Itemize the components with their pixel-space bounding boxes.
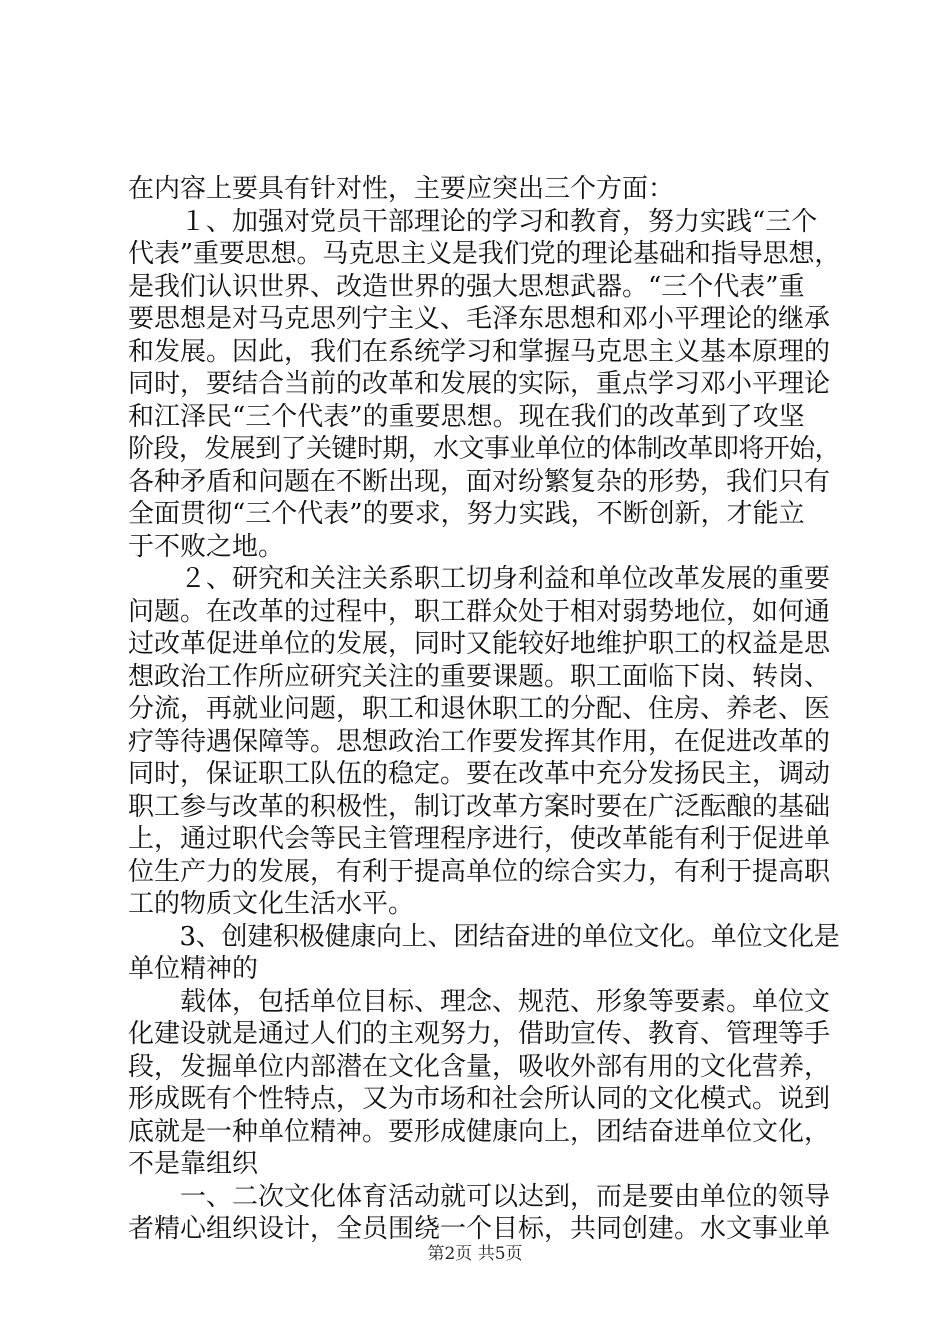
text-line: 者精心组织设计，全员围绕一个目标，共同创建。水文事业单 [128, 1214, 831, 1244]
text-line: 要思想是对马克思列宁主义、毛泽东思想和邓小平理论的继承 [128, 304, 831, 334]
text-line: 全面贯彻“三个代表”的要求，努力实践，不断创新，才能立 [128, 499, 805, 529]
text-line: 化建设就是通过人们的主观努力，借助宣传、教育、管理等手 [128, 1019, 831, 1049]
text-line: 3、创建积极健康向上、团结奋进的单位文化。单位文化是 [128, 921, 840, 952]
text-line: 代表”重要思想。马克思主义是我们党的理论基础和指导思想， [128, 239, 841, 269]
text-line: 位生产力的发展，有利于提高单位的综合实力，有利于提高职 [128, 856, 831, 887]
text-line: 分流，再就业问题，职工和退休职工的分配、住房、养老、医 [128, 694, 831, 724]
text-line: 和江泽民“三个代表”的重要思想。现在我们的改革到了攻坚 [128, 401, 805, 432]
text-line: 底就是一种单位精神。要形成健康向上，团结奋进单位文化， [128, 1116, 831, 1147]
text-line: 同时，保证职工队伍的稳定。要在改革中充分发扬民主，调动 [128, 759, 831, 789]
text-line: ２、研究和关注关系职工切身利益和单位改革发展的重要 [128, 564, 831, 594]
text-line: 于不败之地。 [128, 531, 285, 562]
text-line: 问题。在改革的过程中，职工群众处于相对弱势地位，如何通 [128, 596, 831, 627]
text-line: 各种矛盾和问题在不断出现，面对纷繁复杂的形势，我们只有 [128, 466, 831, 497]
text-line: 载体，包括单位目标、理念、规范、形象等要素。单位文 [128, 986, 831, 1017]
text-line: 单位精神的 [128, 954, 259, 984]
text-line: 不是靠组织 [128, 1149, 259, 1179]
page-number-footer: 第2页 共5页 [427, 1244, 523, 1264]
text-line: 段，发掘单位内部潜在文化含量，吸收外部有用的文化营养， [128, 1051, 831, 1082]
text-line: １、加强对党员干部理论的学习和教育，努力实践“三个 [128, 206, 818, 237]
text-line: 上，通过职代会等民主管理程序进行，使改革能有利于促进单 [128, 824, 831, 854]
text-line: 和发展。因此，我们在系统学习和掌握马克思主义基本原理的 [128, 336, 831, 367]
text-line: 同时，要结合当前的改革和发展的实际，重点学习邓小平理论 [128, 369, 831, 399]
text-line: 疗等待遇保障等。思想政治工作要发挥其作用，在促进改革的 [128, 726, 831, 757]
text-line: 过改革促进单位的发展，同时又能较好地维护职工的权益是思 [128, 629, 831, 659]
text-line: 职工参与改革的积极性，制订改革方案时要在广泛酝酿的基础 [128, 791, 831, 822]
document-body [128, 173, 840, 1246]
text-line: 想政治工作所应研究关注的重要课题。职工面临下岗、转岗、 [128, 661, 831, 692]
text-line: 是我们认识世界、改造世界的强大思想武器。“三个代表”重 [128, 271, 805, 302]
text-line: 形成既有个性特点，又为市场和社会所认同的文化模式。说到 [128, 1084, 831, 1114]
text-line: 阶段，发展到了关键时期，水文事业单位的体制改革即将开始， [128, 434, 841, 464]
text-line: 在内容上要具有针对性，主要应突出三个方面： [128, 174, 675, 204]
text-line: 一、二次文化体育活动就可以达到，而是要由单位的领导 [128, 1181, 831, 1212]
text-line: 工的物质文化生活水平。 [128, 889, 415, 919]
